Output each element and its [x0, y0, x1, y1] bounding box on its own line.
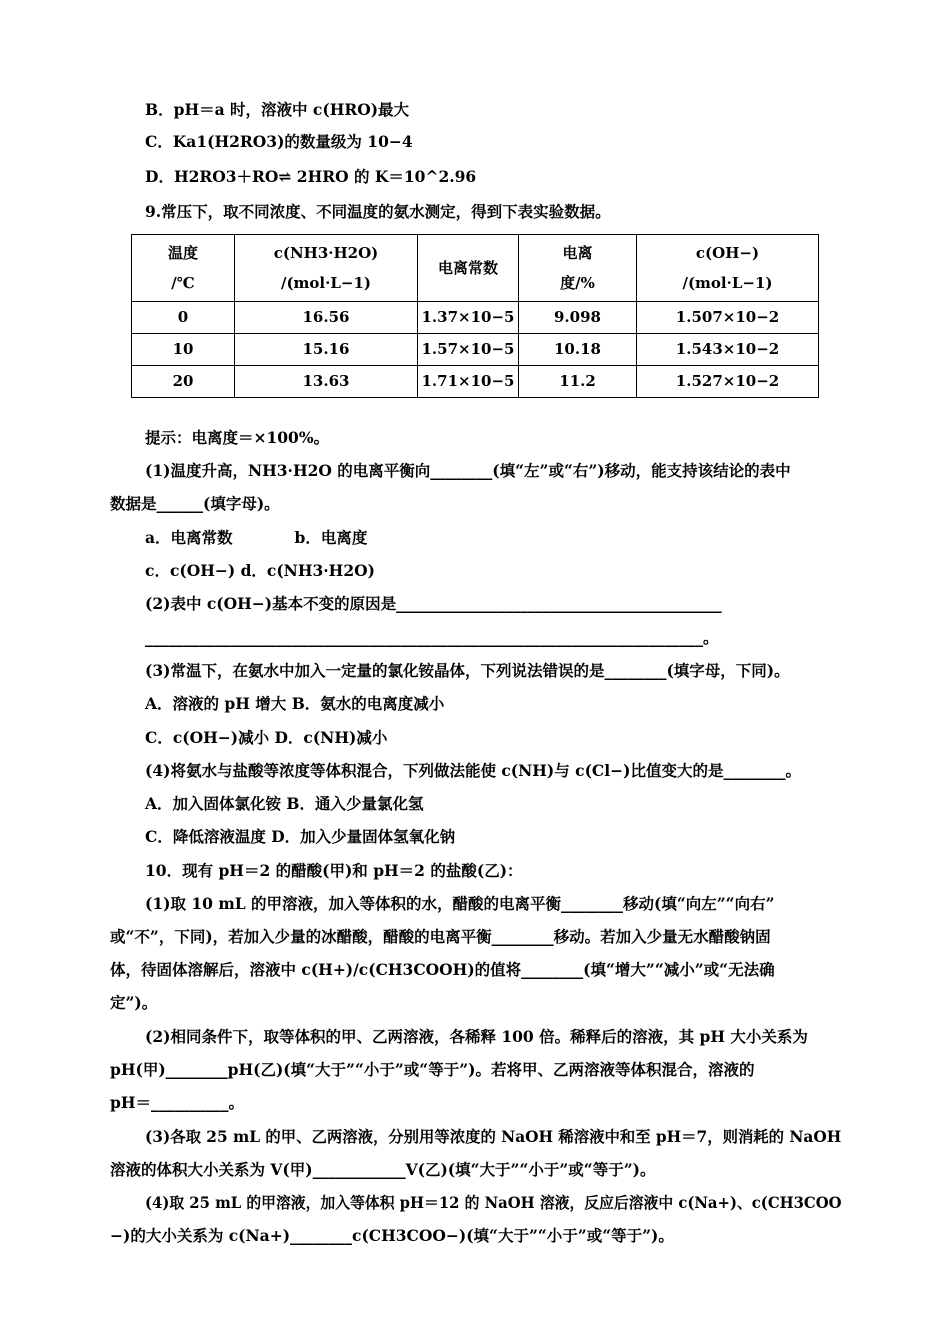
header-oh-concentration: c(OH−) /(mol·L−1): [637, 235, 819, 302]
q8-option-b: B．pH＝a 时，溶液中 c(HRO)最大: [145, 100, 410, 119]
header-ionization-degree: 电离 度/%: [519, 235, 637, 302]
table-header-row: [132, 235, 819, 302]
q10-part2-line3: pH＝__________。: [110, 1093, 244, 1112]
q9-part4: (4)将氨水与盐酸等浓度等体积混合，下列做法能使 c(NH)与 c(Cl−)比值变大的是________。: [145, 761, 801, 780]
q10-part2-line2: pH(甲)________pH(乙)(填“大于”“小于”或“等于”)。若将甲、乙两溶液等体积混合，溶液的: [110, 1060, 755, 1079]
q8-option-d: D．H2RO3＋RO⇌ 2HRO 的 K＝10^2.96: [145, 167, 477, 186]
table-cell: 1.507×10−2: [637, 302, 819, 334]
hint-text: 提示：电离度＝×100%。: [145, 428, 330, 447]
table-cell: 1.527×10−2: [637, 366, 819, 398]
table-cell: 15.16: [235, 334, 418, 366]
q10-part2-line1: (2)相同条件下，取等体积的甲、乙两溶液，各稀释 100 倍。稀释后的溶液，其 pH 大小关系为: [145, 1027, 808, 1046]
q9-intro: 9.常压下，取不同浓度、不同温度的氨水测定，得到下表实验数据。: [145, 202, 611, 221]
q10-part1-line1: (1)取 10 mL 的甲溶液，加入等体积的水，醋酸的电离平衡________移动(填“向左”“向右”: [145, 894, 775, 913]
header-concentration: c(NH3·H2O) /(mol·L−1): [235, 235, 418, 302]
table-cell: 10: [132, 334, 235, 366]
q10-part3-line2: 溶液的体积大小关系为 V(甲)____________V(乙)(填“大于”“小于”或“等于”)。: [110, 1160, 656, 1179]
q10-part4-line2: −)的大小关系为 c(Na+)________c(CH3COO−)(填“大于”“小于”或“等于”)。: [110, 1226, 674, 1245]
q9-part1-options-ab: a．电离常数 b．电离度: [145, 528, 368, 547]
table-cell: 11.2: [519, 366, 637, 398]
q9-part3-options-cd: C．c(OH−)减小 D．c(NH)减小: [145, 728, 388, 747]
table-cell: 20: [132, 366, 235, 398]
table-cell: 1.37×10−5: [418, 302, 519, 334]
q10-intro: 10．现有 pH＝2 的醋酸(甲)和 pH＝2 的盐酸(乙)：: [145, 861, 523, 880]
q10-part1-line4: 定”)。: [110, 993, 158, 1012]
q9-part4-options-ab: A．加入固体氯化铵 B．通入少量氯化氢: [145, 794, 424, 813]
q10-part3-line1: (3)各取 25 mL 的甲、乙两溶液，分别用等浓度的 NaOH 稀溶液中和至 pH＝7，则消耗的 NaOH: [145, 1127, 842, 1146]
q9-part1-line2: 数据是______(填字母)。: [110, 494, 280, 513]
table-cell: 9.098: [519, 302, 637, 334]
q9-part2-line1: (2)表中 c(OH−)基本不变的原因是__________________________________________: [145, 594, 722, 613]
table-cell: 0: [132, 302, 235, 334]
q9-part1-options-cd: c．c(OH−) d．c(NH3·H2O): [145, 561, 375, 580]
table-cell: 10.18: [519, 334, 637, 366]
table-row: [132, 366, 819, 398]
q8-option-c: C．Ka1(H2RO3)的数量级为 10−4: [145, 132, 413, 151]
table-row: [132, 334, 819, 366]
q9-part3-options-ab: A．溶液的 pH 增大 B．氨水的电离度减小: [145, 694, 445, 713]
q9-part3: (3)常温下，在氨水中加入一定量的氯化铵晶体，下列说法错误的是________(填字母，下同)。: [145, 661, 790, 680]
table-row: [132, 302, 819, 334]
q9-part4-options-cd: C．降低溶液温度 D．加入少量固体氢氧化钠: [145, 827, 456, 846]
header-temperature: 温度 /℃: [132, 235, 235, 302]
header-ionization-constant: 电离常数: [418, 235, 519, 302]
q9-part2-line2: ________________________________________________________________________。: [145, 628, 719, 647]
q10-part4-line1: (4)取 25 mL 的甲溶液，加入等体积 pH＝12 的 NaOH 溶液，反应后溶液中 c(Na+)、c(CH3COO: [145, 1193, 842, 1212]
table-cell: 16.56: [235, 302, 418, 334]
table-cell: 13.63: [235, 366, 418, 398]
table-cell: 1.71×10−5: [418, 366, 519, 398]
q10-part1-line2: 或“不”，下同)，若加入少量的冰醋酸，醋酸的电离平衡________移动。若加入少量无水醋酸钠固: [110, 927, 771, 946]
q9-part1-line1: (1)温度升高，NH3·H2O 的电离平衡向________(填“左”或“右”)移动，能支持该结论的表中: [145, 461, 791, 480]
q10-part1-line3: 体，待固体溶解后，溶液中 c(H+)/c(CH3COOH)的值将________(填“增大”“减小”或“无法确: [110, 960, 775, 979]
table-cell: 1.57×10−5: [418, 334, 519, 366]
experiment-data-table: [131, 234, 819, 398]
table-cell: 1.543×10−2: [637, 334, 819, 366]
